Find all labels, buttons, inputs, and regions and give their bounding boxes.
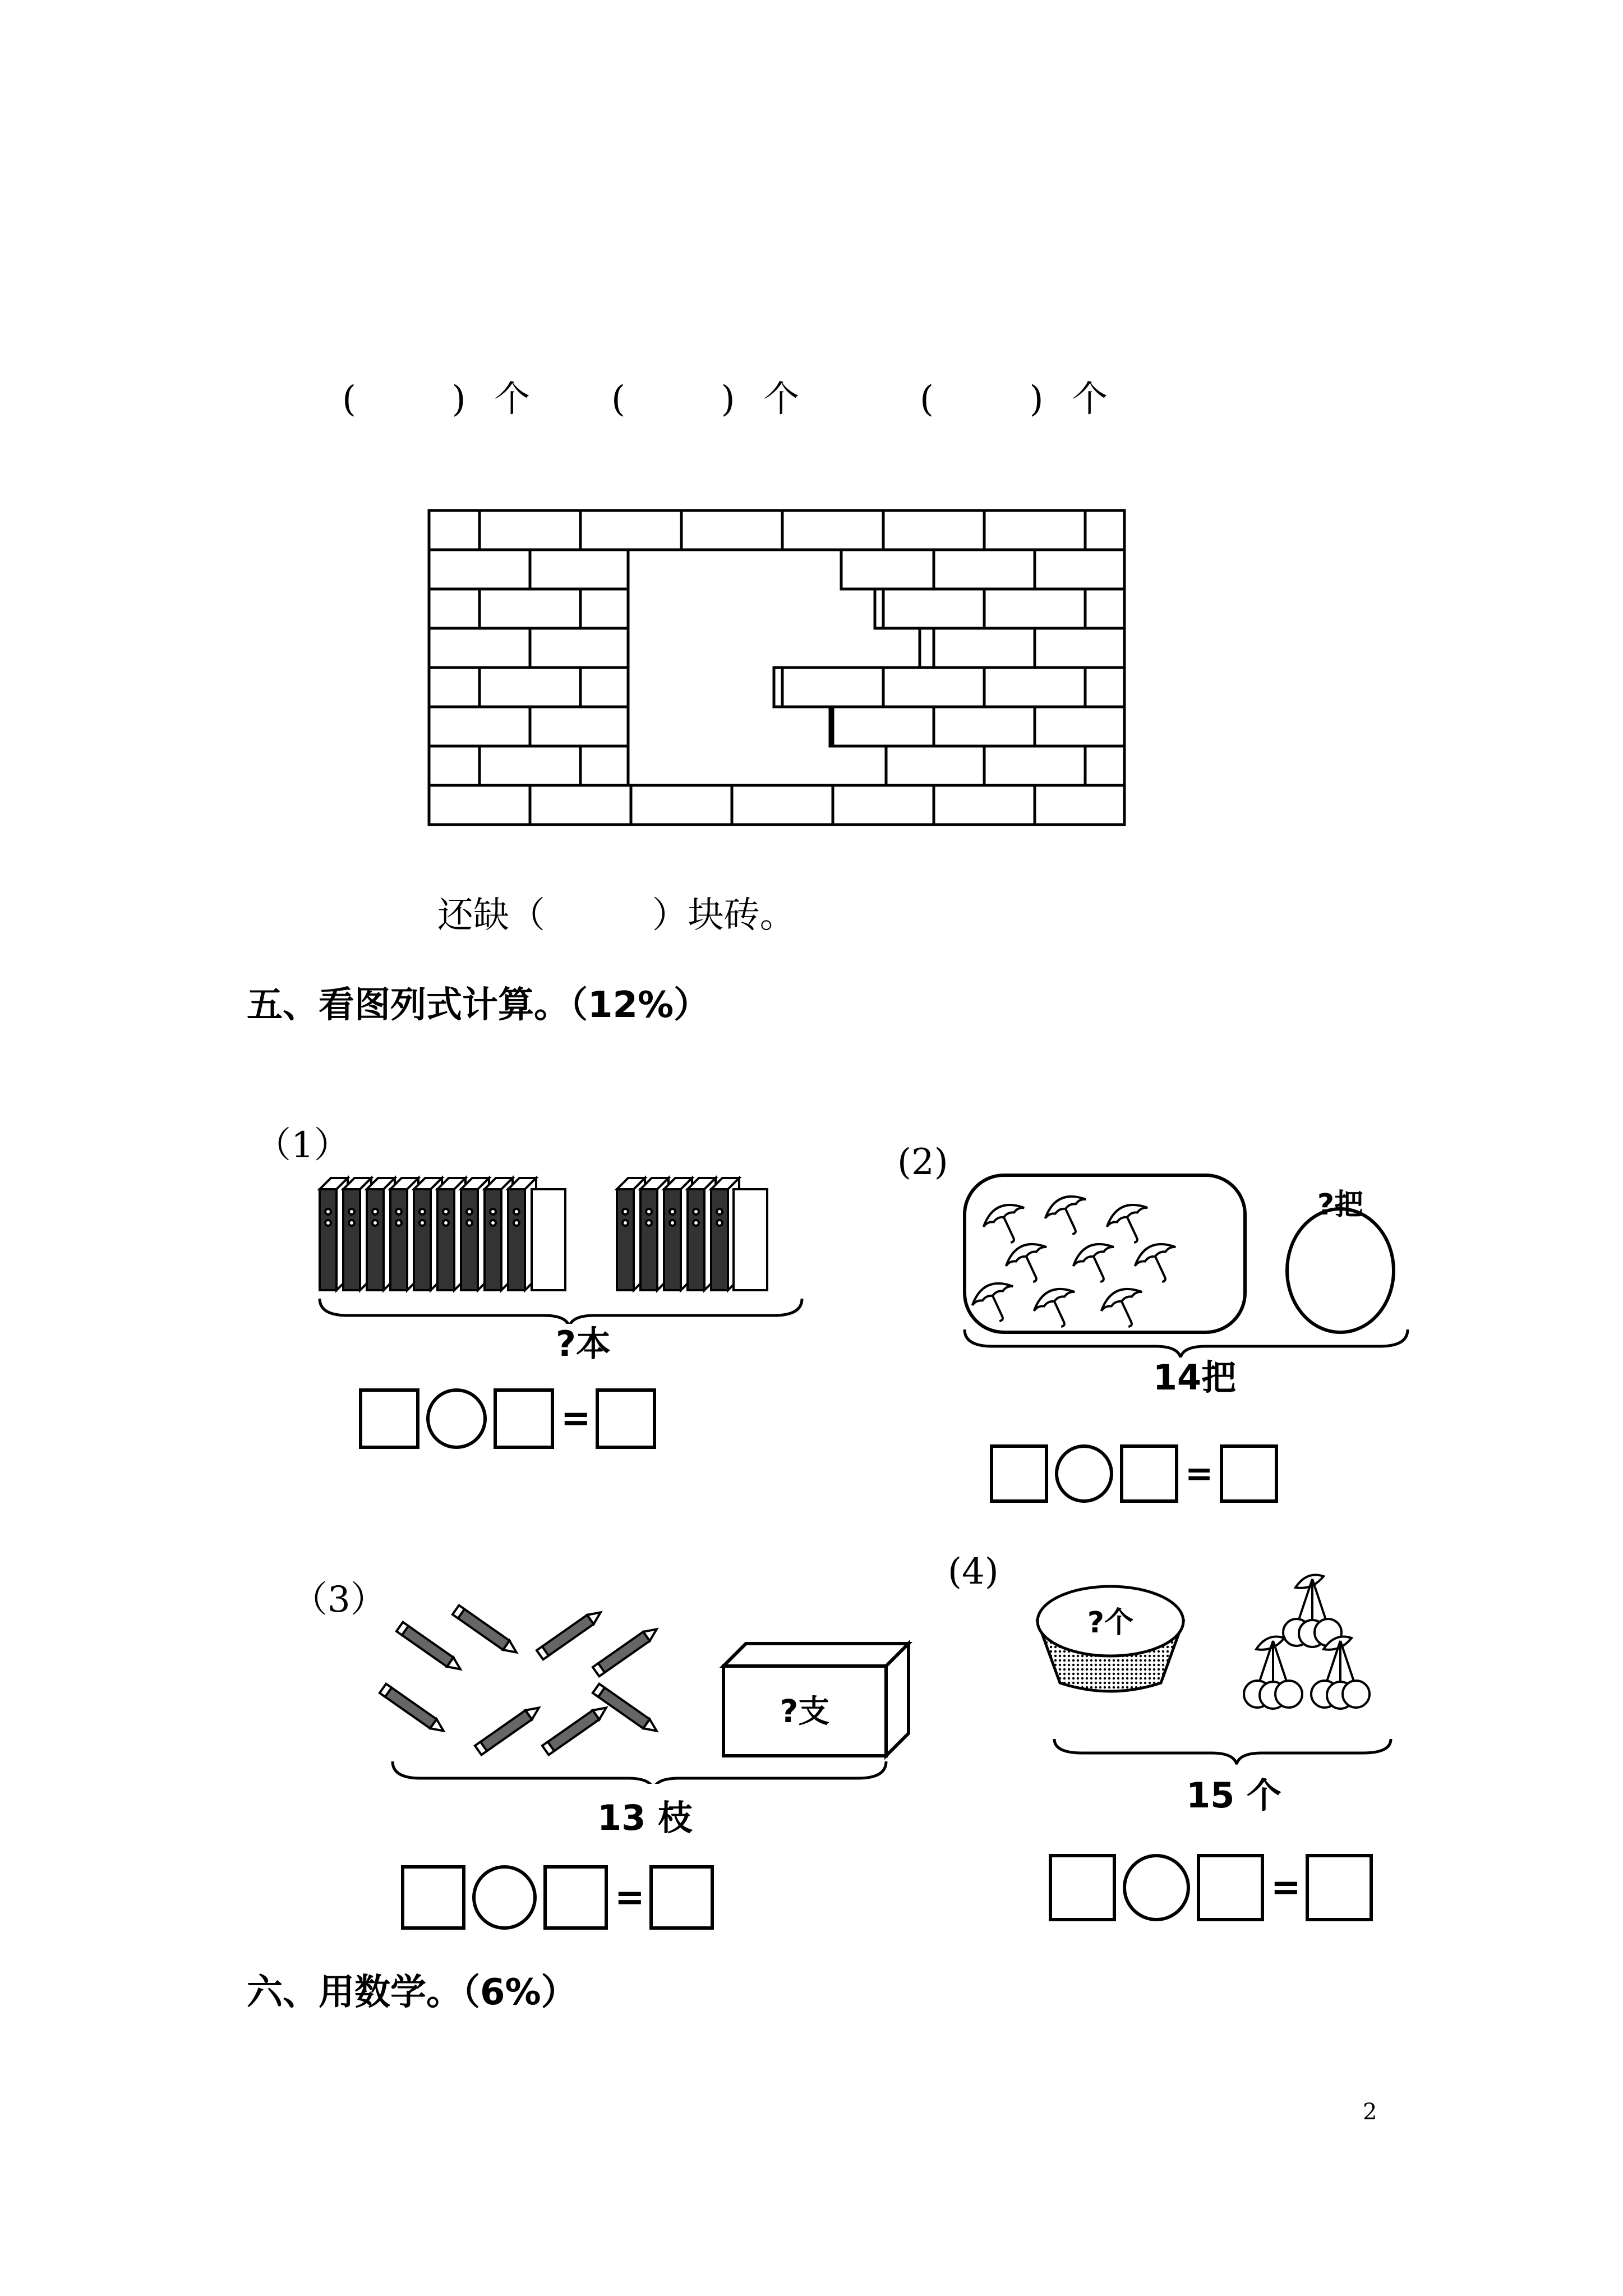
brick [479,746,580,785]
bowl-label: ?个 [1087,1606,1134,1640]
cherry-cluster-icon [1244,1637,1302,1709]
umbrellas-figure [959,1167,1419,1358]
problem-3-caption: 13 枝 [597,1797,693,1838]
brick [934,707,1035,746]
problem-4-equation [1049,1854,1373,1921]
brick [580,589,628,628]
blank-close-paren: ) [451,379,466,420]
brick [479,589,580,628]
section-6-title: 六、用数学。（6%） [247,1972,577,2013]
cherry-cluster-icon [1311,1637,1370,1709]
books-figure [314,1167,808,1324]
answer-box[interactable] [1049,1854,1116,1921]
missing-bricks-question [437,895,796,936]
question-suffix: ）块砖。 [652,895,796,936]
answer-box[interactable] [1120,1444,1178,1503]
unknown-umbrellas-label: ?把 [1317,1188,1364,1222]
problem-2-caption: 14把 [1152,1357,1237,1398]
brick [429,707,530,746]
brick [429,510,479,550]
blank-close-paren: ) [1029,379,1044,420]
brick [1035,550,1124,589]
brick [984,510,1085,550]
problem-4-caption: 15 个 [1186,1775,1281,1816]
equals-sign: = [1185,1454,1214,1493]
brick [479,668,580,707]
unknown-umbrellas-shape [1287,1209,1394,1332]
answer-box[interactable] [990,1444,1048,1503]
problem-4-label: (4) [948,1551,999,1593]
brace [1054,1739,1391,1764]
brick [1085,668,1124,707]
pencil-icon [593,1625,660,1676]
brick [732,785,833,825]
brick [841,550,934,589]
brick [782,510,883,550]
brick [833,707,934,746]
equals-sign: = [561,1398,591,1439]
answer-box[interactable] [596,1388,656,1449]
brick [984,589,1085,628]
brick [833,785,934,825]
blank-2 [611,379,799,420]
pencils-figure [365,1604,914,1784]
brick [883,589,984,628]
operator-circle[interactable] [1123,1854,1190,1921]
blank-open-paren: ( [920,379,934,420]
equals-sign: = [1271,1867,1301,1908]
brick [1085,510,1124,550]
cherries-figure [1026,1559,1419,1773]
problem-3-equation [401,1865,714,1930]
brick [984,746,1085,785]
equals-sign: = [615,1876,645,1918]
brick [1035,785,1124,825]
brick [782,668,883,707]
brick [984,668,1085,707]
problem-2-label: (2) [897,1142,948,1183]
pencil-icon [453,1605,520,1657]
brick [530,550,628,589]
answer-box[interactable] [543,1865,608,1930]
brick [429,550,530,589]
brick [530,628,628,668]
brick [429,785,530,825]
blank-1 [342,379,530,420]
brick [1085,746,1124,785]
answer-box[interactable] [1220,1444,1278,1503]
brick [429,589,479,628]
answer-box[interactable] [1197,1854,1264,1921]
brick [580,510,681,550]
answer-box[interactable] [359,1388,419,1449]
brace [393,1761,886,1784]
answer-box[interactable] [494,1388,554,1449]
brick [1085,589,1124,628]
brick [429,668,479,707]
brick-wall-figure [426,508,1127,836]
answer-box[interactable] [1306,1854,1373,1921]
brick [1035,628,1124,668]
section-5-title: 五、看图列式计算。（12%） [247,984,710,1026]
brick [681,510,782,550]
pencil-icon [380,1684,447,1736]
brick [631,785,732,825]
problem-2-equation [990,1444,1278,1503]
blank-open-paren: ( [611,379,625,420]
book-icon [734,1189,767,1290]
unknown-pencils-label: ?支 [780,1694,830,1730]
brick [429,628,530,668]
problem-3-label: （3） [292,1579,386,1621]
cherry-cluster-icon [1283,1575,1341,1648]
brick [479,510,580,550]
brace [320,1299,802,1324]
book-icon [532,1189,565,1290]
brick [886,746,984,785]
question-prefix: 还缺（ [437,895,545,936]
problem-1-equation [359,1388,656,1449]
operator-circle[interactable] [1055,1444,1113,1503]
page-number: 2 [1363,2099,1377,2125]
answer-box[interactable] [401,1865,465,1930]
pencil-icon [396,1622,464,1674]
brick [934,785,1035,825]
brick [580,746,628,785]
problem-1-caption: ?本 [556,1323,611,1364]
operator-circle[interactable] [426,1388,487,1449]
blank-unit: 个 [494,379,530,420]
problem-1-label: （1） [255,1125,350,1166]
blank-close-paren: ) [721,379,735,420]
pencil-icon [475,1703,542,1755]
operator-circle[interactable] [472,1865,537,1930]
brick [920,628,934,668]
brick [530,707,628,746]
blank-unit: 个 [1071,379,1108,420]
pencil-icon [542,1703,610,1755]
brick [429,746,479,785]
brick [934,628,1035,668]
answer-box[interactable] [649,1865,714,1930]
brick [580,668,628,707]
brick [934,550,1035,589]
blank-3 [920,379,1108,420]
brick [883,510,984,550]
brick [530,785,631,825]
pencil-icon [537,1608,604,1659]
blank-unit: 个 [763,379,799,420]
brick [883,668,984,707]
brick [1035,707,1124,746]
blank-open-paren: ( [342,379,356,420]
